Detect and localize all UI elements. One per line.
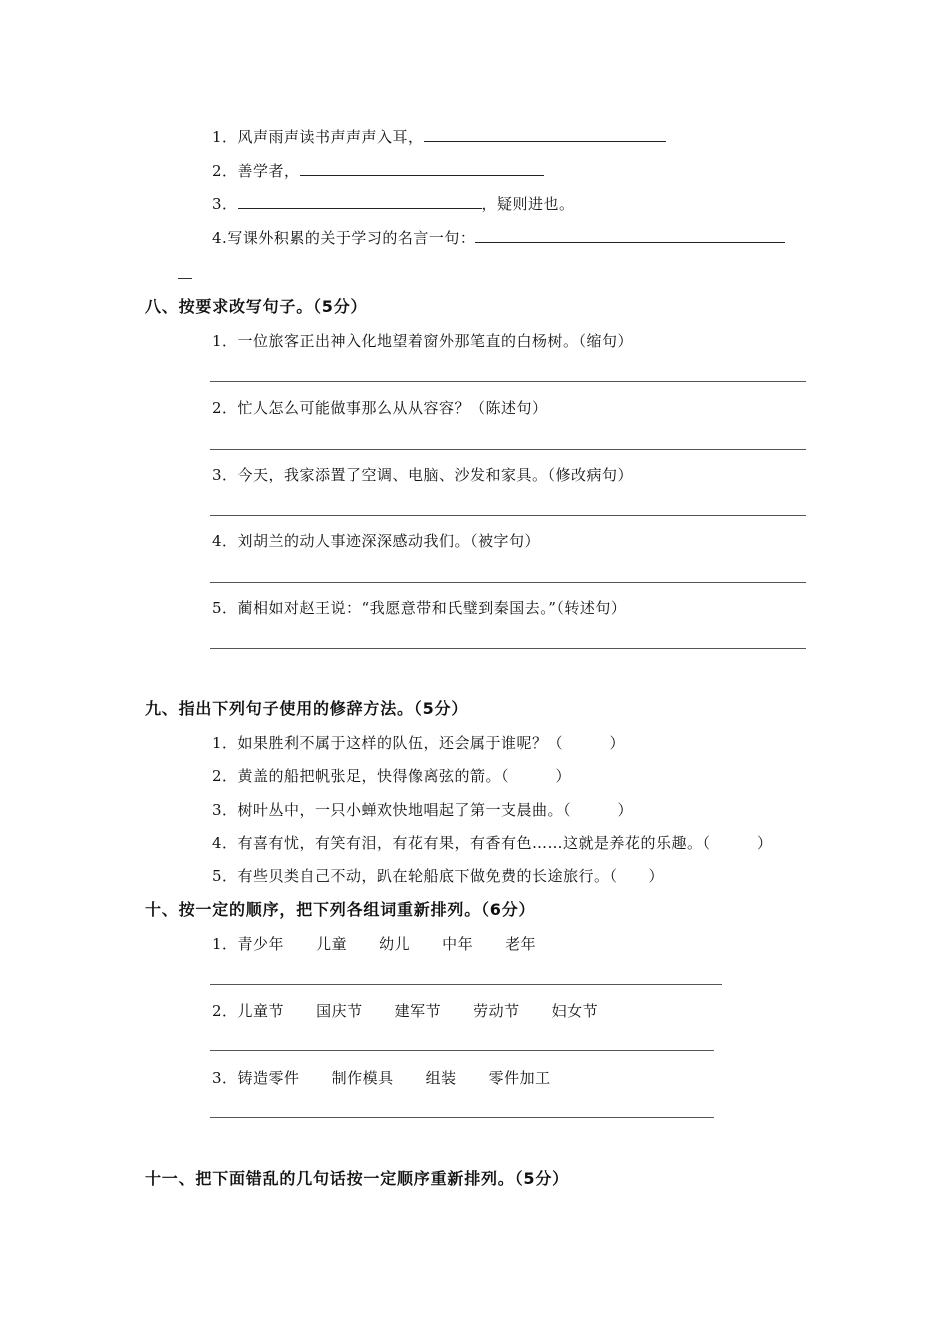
section-10-title: 十、按一定的顺序，把下列各组词重新排列。（6分） — [145, 900, 536, 919]
sec9-item-1: 1．如果胜利不属于这样的队伍，还会属于谁呢？（ ） — [212, 734, 626, 752]
group-number: 3． — [212, 1069, 238, 1087]
sec9-item-5: 5．有些贝类自己不动，趴在轮船底下做免费的长途旅行。（ ） — [212, 867, 665, 885]
word: 劳动节 — [473, 1002, 520, 1020]
section-9-title: 九、指出下列句子使用的修辞方法。（5分） — [145, 699, 469, 718]
item-text: 风声雨声读书声声声入耳， — [237, 128, 424, 146]
word: 儿童 — [316, 935, 348, 953]
fill-item-2 — [212, 161, 544, 181]
word: 儿童节 — [237, 1002, 285, 1020]
group-number: 1． — [212, 935, 238, 953]
word-group-1 — [212, 934, 568, 954]
sec8-item-4: 4．刘胡兰的动人事迹深深感动我们。（被字句） — [212, 532, 541, 550]
sec8-item-2: 2．忙人怎么可能做事那么从从容容？（陈述句） — [212, 399, 548, 417]
item-number: 3． — [212, 195, 238, 213]
continuation-dash — [178, 278, 192, 279]
fill-item-4 — [212, 228, 785, 248]
answer-line[interactable] — [210, 648, 806, 649]
answer-blank[interactable] — [238, 194, 482, 209]
word: 组装 — [425, 1069, 457, 1087]
answer-line[interactable] — [210, 582, 806, 583]
sec9-item-4: 4．有喜有忧，有笑有泪，有花有果，有香有色……这就是养花的乐趣。（ ） — [212, 834, 773, 852]
word: 中年 — [442, 935, 474, 953]
answer-line[interactable] — [210, 381, 806, 382]
word: 零件加工 — [488, 1069, 551, 1087]
section-11-title: 十一、把下面错乱的几句话按一定顺序重新排列。（5分） — [145, 1169, 569, 1188]
sec8-item-3: 3．今天，我家添置了空调、电脑、沙发和家具。（修改病句） — [212, 466, 634, 484]
sec9-item-3: 3．树叶丛中，一只小蝉欢快地唱起了第一支晨曲。（ ） — [212, 801, 634, 819]
sec8-item-5: 5．蔺相如对赵王说：“我愿意带和氏璧到秦国去。”（转述句） — [212, 599, 627, 617]
answer-blank[interactable] — [424, 127, 666, 142]
fill-item-3 — [212, 194, 575, 214]
answer-line[interactable] — [210, 1117, 714, 1118]
word-group-3 — [212, 1068, 583, 1088]
fill-item-1 — [212, 127, 666, 147]
answer-line[interactable] — [210, 984, 722, 985]
word: 建军节 — [394, 1002, 442, 1020]
item-number: 2． — [212, 162, 238, 180]
item-text: 善学者， — [237, 162, 300, 180]
answer-blank[interactable] — [300, 161, 544, 176]
item-text: 写课外积累的关于学习的名言一句： — [227, 229, 476, 247]
group-number: 2． — [212, 1002, 238, 1020]
item-number: 4. — [212, 229, 228, 247]
answer-line[interactable] — [210, 1050, 714, 1051]
answer-blank[interactable] — [475, 228, 785, 243]
word: 铸造零件 — [237, 1069, 300, 1087]
word: 老年 — [505, 935, 537, 953]
item-text: ，疑则进也。 — [481, 195, 575, 213]
word: 妇女节 — [551, 1002, 599, 1020]
sec9-item-2: 2．黄盖的船把帆张足，快得像离弦的箭。（ ） — [212, 767, 572, 785]
answer-line[interactable] — [210, 515, 806, 516]
word: 制作模具 — [331, 1069, 394, 1087]
word-group-2 — [212, 1001, 630, 1021]
word: 青少年 — [237, 935, 285, 953]
sec8-item-1: 1．一位旅客正出神入化地望着窗外那笔直的白杨树。（缩句） — [212, 332, 634, 350]
section-8-title: 八、按要求改写句子。（5分） — [145, 297, 368, 316]
answer-line[interactable] — [210, 449, 806, 450]
word: 幼儿 — [379, 935, 411, 953]
item-number: 1． — [212, 128, 238, 146]
word: 国庆节 — [316, 1002, 363, 1020]
